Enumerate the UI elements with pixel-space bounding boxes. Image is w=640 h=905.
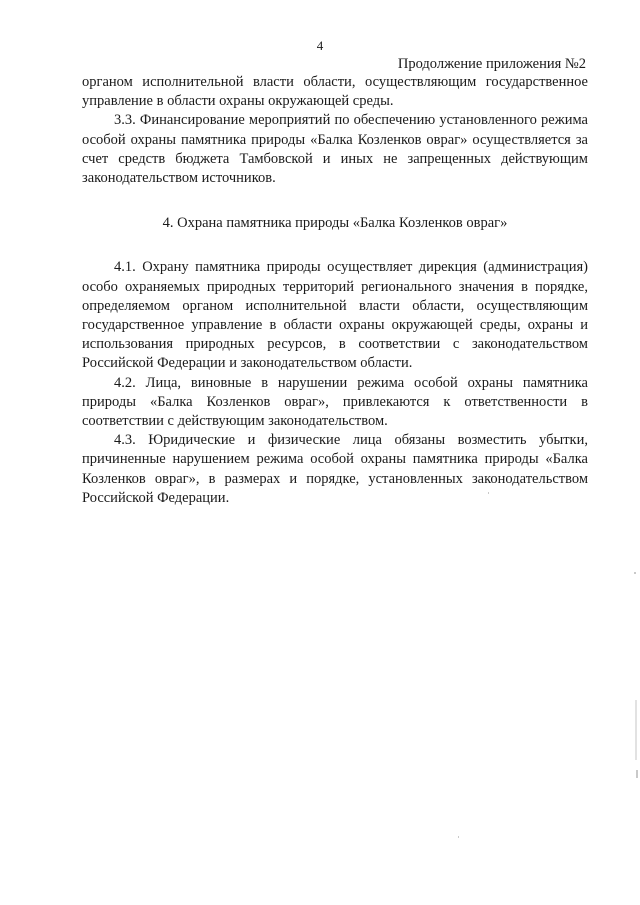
paragraph-4-2: 4.2. Лица, виновные в нарушении режима особой охраны памятника природы «Балка Козленков овраг», привлекаются к ответственности в соответствии с действующим законодательством.	[82, 374, 588, 430]
scan-speck	[635, 700, 637, 760]
scan-speck	[636, 770, 638, 778]
section-4-heading: 4. Охрана памятника природы «Балка Козленков овраг»	[162, 215, 508, 232]
paragraph-4-3: 4.3. Юридические и физические лица обязаны возместить убытки, причиненные нарушением режима особой охраны памятника природы «Балка Козленков овраг», в размерах и порядке, установленных законодательством Российской Федерации.	[82, 432, 588, 506]
paragraph-4-1: 4.1. Охрану памятника природы осуществляет дирекция (администрация) особо охраняемых природных территорий регионального значения в порядке, определяемом органом исполнительной власти области, осуществляющим государственное управление в области охраны окружающей среды, охраны и использования природных ресурсов, в соответствии с законодательством Российской Федерации и законодательством области.	[82, 259, 588, 372]
scan-speck	[458, 836, 459, 838]
scan-speck	[488, 492, 489, 494]
continuation-label: Продолжение приложения №2	[397, 56, 586, 72]
page-number: 4	[316, 38, 324, 53]
paragraph-continuation: органом исполнительной власти области, осуществляющим государственное управление в области охраны окружающей среды.	[82, 74, 588, 110]
paragraph-3-3: 3.3. Финансирование мероприятий по обеспечению установленного режима особой охраны памятника природы «Балка Козленков овраг» осуществляется за счет средств бюджета Тамбовской и иных не запрещенных действующим законодательством источников.	[82, 112, 588, 187]
document-body	[82, 73, 588, 508]
scan-speck	[634, 572, 636, 574]
